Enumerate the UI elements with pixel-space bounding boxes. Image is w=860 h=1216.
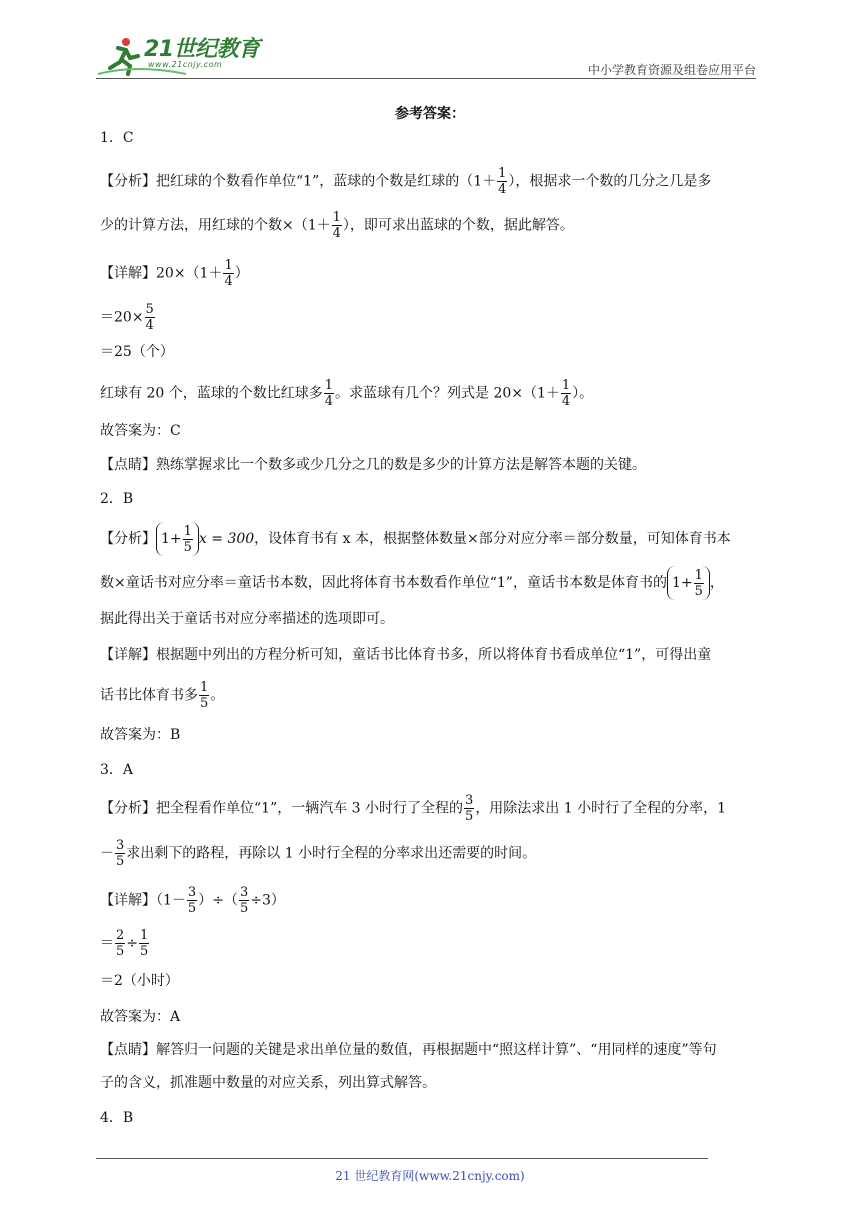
q1-number: 1．C — [100, 130, 134, 146]
q3-detail: 【详解】（1－ $\frac{3}{5}$ ）÷（ $\frac{3}{5}$ ÷3） — [100, 885, 285, 916]
q2-detail-line1: 【详解】根据题中列出的方程分析可知，童话书比体育书多，所以将体育书看成单位“1”，可得出童 — [100, 647, 712, 663]
logo-url: www.21cnjy.com — [148, 60, 223, 69]
fraction: $\frac{1}{4}$ — [224, 258, 233, 289]
fraction: $\frac{3}{5}$ — [465, 793, 474, 824]
parenthesis-expression: 1+ $\frac{1}{5}$ — [156, 522, 199, 556]
parenthesis-expression: 1+ $\frac{1}{5}$ — [667, 566, 710, 600]
q3-analysis-line2: － $\frac{3}{5}$ 求出剩下的路程，再除以 1 小时行全程的分率求出还需要的时间。 — [100, 838, 537, 869]
fraction: $\frac{3}{5}$ — [187, 885, 197, 916]
fraction: $\frac{1}{5}$ — [140, 928, 149, 959]
fraction: $\frac{1}{5}$ — [694, 567, 703, 599]
fraction: $\frac{2}{5}$ — [116, 928, 125, 959]
q1-analysis-line2: 少的计算方法，用红球的个数×（1＋ $\frac{1}{4}$ ），即可求出蓝球的个数，据此解答。 — [100, 210, 574, 241]
fraction: $\frac{1}{4}$ — [498, 166, 507, 197]
footer-divider — [96, 1158, 708, 1159]
q1-answer: 故答案为：C — [100, 423, 181, 439]
q1-explain: 红球有 20 个，蓝球的个数比红球多 $\frac{1}{4}$ 。求蓝球有几个？列式是 20×（1＋ $\frac{1}{4}$ ）。 — [100, 378, 594, 409]
header-divider — [96, 78, 756, 79]
q3-number: 3．A — [100, 762, 134, 778]
q2-detail-line2: 话书比体育书多 $\frac{1}{5}$ 。 — [100, 680, 225, 711]
q3-tip-line1: 【点睛】解答归一问题的关键是求出单位量的数值，再根据题中“照这样计算”、“用同样的速度”等句 — [100, 1042, 717, 1058]
fraction: $\frac{1}{4}$ — [332, 210, 341, 241]
q2-analysis-line1: 【分析】 1+ $\frac{1}{5}$ x = 300，设体育书有 x 本，根据整体数量×部分对应分率＝部分数量，可知体育书本 — [100, 523, 731, 555]
q1-tip: 【点睛】熟练掌握求比一个数多或少几分之几的数是多少的计算方法是解答本题的关键。 — [100, 457, 646, 473]
q2-analysis-line3: 据此得出关于童话书对应分率描述的选项即可。 — [100, 611, 394, 627]
page-header — [96, 30, 756, 80]
q3-tip-line2: 子的含义，抓准题中数量的对应关系，列出算式解答。 — [100, 1075, 436, 1091]
q3-answer: 故答案为：A — [100, 1009, 181, 1025]
q3-analysis-line1: 【分析】把全程看作单位“1”，一辆汽车 3 小时行了全程的 $\frac{3}{5}$ ，用除法求出 1 小时行了全程的分率，1 — [100, 793, 727, 824]
q3-step2: ＝2（小时） — [100, 973, 179, 989]
fraction: $\frac{3}{5}$ — [239, 885, 249, 916]
q1-step1: ＝20× $\frac{5}{4}$ — [100, 302, 154, 333]
fraction: $\frac{1}{5}$ — [183, 523, 192, 555]
q2-answer: 故答案为：B — [100, 727, 181, 743]
q2-analysis-line2: 数×童话书对应分率＝童话书本数，因此将体育书本数看作单位“1”，童话书本数是体育书的 1+ $\frac{1}{5}$ ， — [100, 567, 724, 599]
q2-number: 2．B — [100, 491, 134, 507]
fraction: $\frac{1}{5}$ — [200, 680, 209, 711]
page-title: 参考答案： — [395, 106, 465, 122]
footer-text: 21 世纪教育网(www.21cnjy.com) — [335, 1169, 525, 1183]
q1-step2: ＝25（个） — [100, 344, 174, 360]
q4-number: 4．B — [100, 1110, 134, 1126]
fraction: $\frac{1}{4}$ — [324, 378, 333, 409]
fraction: $\frac{5}{4}$ — [145, 302, 154, 333]
q1-detail: 【详解】20×（1＋ $\frac{1}{4}$ ） — [100, 258, 249, 289]
fraction: $\frac{3}{5}$ — [116, 838, 125, 869]
logo-text: 21世纪教育 — [144, 37, 260, 62]
fraction: $\frac{1}{4}$ — [561, 378, 571, 409]
q1-analysis-line1: 【分析】把红球的个数看作单位“1”，蓝球的个数是红球的（1＋ $\frac{1}{4}$ ），根据求一个数的几分之几是多 — [100, 166, 712, 197]
platform-name: 中小学教育资源及组卷应用平台 — [587, 63, 756, 77]
q3-step1: ＝ $\frac{2}{5}$ ÷ $\frac{1}{5}$ — [100, 928, 149, 959]
